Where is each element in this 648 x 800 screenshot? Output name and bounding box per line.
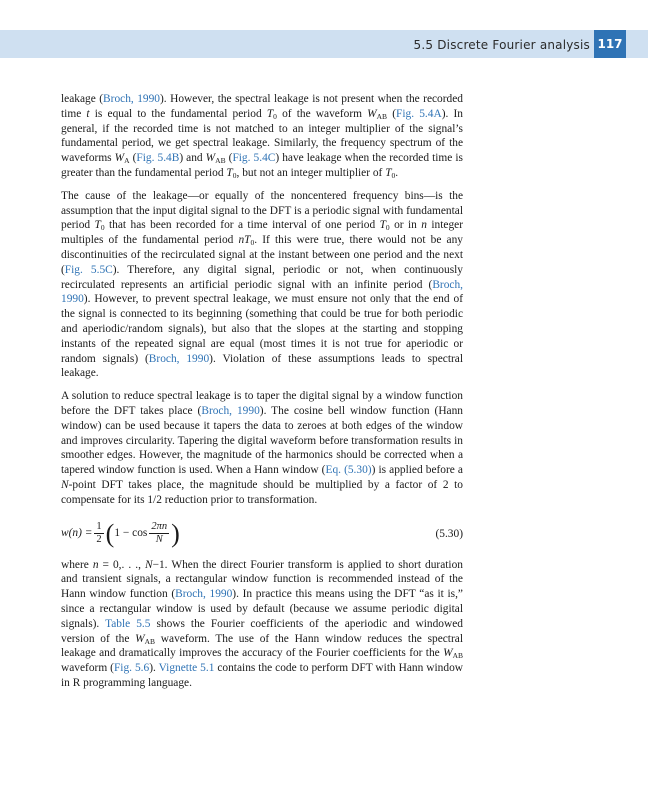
math-var: W <box>205 152 216 165</box>
text: A solution to reduce spectral leakage is to taper the digital signal by a window function before the DFT takes place ( <box>61 390 463 417</box>
text: ). Violation of these assumptions leads to spectral leakage. <box>61 352 463 380</box>
figure-link[interactable]: Fig. 5.4A <box>396 107 442 120</box>
citation-link[interactable]: Broch, 1990 <box>201 404 260 417</box>
equation-lhs: w(n) = <box>61 527 93 540</box>
body-text <box>61 92 463 699</box>
text: leakage ( <box>61 93 104 105</box>
citation-link[interactable]: Broch, 1990 <box>61 278 463 306</box>
text: ( <box>387 107 397 120</box>
paragraph-4 <box>61 558 463 691</box>
figure-link[interactable]: Fig. 5.4B <box>136 152 180 165</box>
text: , but not an integer multiplier of <box>236 166 386 179</box>
page-number: 117 <box>594 30 626 58</box>
text: waveform ( <box>61 662 114 675</box>
equation-body <box>61 516 180 552</box>
math-sub: AB <box>215 156 226 166</box>
math-sub: AB <box>452 651 463 661</box>
table-link[interactable]: Table 5.5 <box>105 617 151 630</box>
vignette-link[interactable]: Vignette 5.1 <box>158 662 215 675</box>
math-var: W <box>114 152 125 165</box>
text: ) and <box>179 152 206 165</box>
fraction-denominator: 2 <box>96 534 102 546</box>
citation-link[interactable]: Broch, 1990 <box>103 93 160 105</box>
math-sub: 0 <box>385 223 390 233</box>
paragraph-3 <box>61 389 463 507</box>
math-sub: 0 <box>232 170 237 180</box>
text: waveform. The use of the Hann window reduces the spectral leakage and dramatically improves the accuracy of the Fourier coefficients for the <box>61 632 463 660</box>
text: ). In general, if the recorded time is not matched to an integer multiplier of the signal’s fundamental period, we get spectral leakage. Similarly, the frequency spectrum of the waveforms <box>61 107 463 165</box>
math-sub: A <box>124 156 130 166</box>
text: is equal to the fundamental period <box>89 107 267 120</box>
text: shows the Fourier coefficients of the aperiodic and windowed version of the <box>61 617 463 645</box>
text: The cause of the leakage—or equally of the noncentered frequency bins—is the assumption that the input digital signal to the DFT is a periodic signal with fundamental period <box>61 189 463 232</box>
math-var: N <box>144 558 153 571</box>
math-sub: 0 <box>273 111 277 121</box>
text: ). <box>149 662 159 675</box>
text: -point DFT takes place, the magnitude should be multiplied by a factor of 2 to compensate for its 1/2 reduction prior to transformation. <box>61 478 463 506</box>
math-sub: AB <box>144 636 156 646</box>
fraction-half <box>94 521 103 546</box>
open-paren: ( <box>105 518 115 548</box>
text: ( <box>225 152 233 165</box>
text: ) have leakage when the recorded time is greater than the fundamental period <box>61 152 463 179</box>
text: = 0,. . ., <box>98 558 145 571</box>
text: ). Therefore, any digital signal, periodic or not, when continuously recirculated represents an artificial periodic signal with an infinite period ( <box>61 263 463 291</box>
citation-link[interactable]: Broch, 1990 <box>148 352 210 365</box>
figure-link[interactable]: Fig. 5.5C <box>64 263 113 276</box>
text: where <box>61 558 93 571</box>
text: −1. When the direct Fourier transform is applied to short duration and transient signals, a rectangular window function is recommended instead of the Hann window function ( <box>61 558 463 601</box>
text: . <box>395 166 399 179</box>
fraction-angle <box>149 521 169 546</box>
text: . If this were true, there would not be any discontinuities of the recirculated signal at the instant between one period and the next ( <box>61 234 463 276</box>
equation-link[interactable]: Eq. (5.30) <box>325 464 372 477</box>
math-var: W <box>135 632 145 645</box>
equation-5-30 <box>61 516 463 552</box>
text: ). The cosine bell window function (Hann window) can be used because it tapers the data to zeroes at both edges of the window and improves circularity. Tapering the digital waveform before transformation results in smoother edges. However, the magnitude of the harmonics should be corrected when a tapered window function is used. When a Hann window ( <box>61 404 463 477</box>
math-var: nT <box>238 234 251 247</box>
math-sub: AB <box>376 111 388 121</box>
math-var: T <box>379 219 386 232</box>
math-var: T <box>385 166 392 179</box>
fraction-numerator: 2πn <box>151 521 168 533</box>
figure-link[interactable]: Fig. 5.4C <box>232 152 276 165</box>
figure-link[interactable]: Fig. 5.6 <box>113 662 150 675</box>
math-var: n <box>421 219 427 232</box>
close-paren: ) <box>171 518 180 548</box>
text: ( <box>129 152 137 165</box>
math-var: t <box>86 107 90 120</box>
text: of the waveform <box>276 107 368 120</box>
fraction-numerator: 1 <box>96 521 102 533</box>
text: ) is applied before a <box>371 464 463 477</box>
math-var: W <box>367 107 377 120</box>
one-minus-cos: 1 − cos <box>114 527 148 540</box>
math-sub: 0 <box>100 223 105 233</box>
text: ). However, to prevent spectral leakage, we must ensure not only that the end of the signal is connected to its beginning (something that could be true for both periodic and aperiodic/random signals), but also that the slopes at the starting and stopping instants of the repeated signal are equal (most times it is not true for aperiodic or random signals) ( <box>61 293 463 365</box>
math-var: T <box>94 219 101 232</box>
math-var: T <box>226 166 233 179</box>
math-var: W <box>443 647 453 660</box>
text: ). However, the spectral leakage is not present when the recorded time <box>61 93 463 120</box>
text: that has been recorded for a time interval of one period <box>104 219 380 232</box>
math-sub: 0 <box>391 170 396 180</box>
math-var: N <box>61 478 69 491</box>
math-var: T <box>266 107 274 120</box>
math-var: n <box>92 558 99 571</box>
equation-number: (5.30) <box>435 527 463 540</box>
text: contains the code to perform DFT with Hann window in R programming language. <box>61 662 463 689</box>
text: ). In practice this means using the DFT “as it is,” since a rectangular window is used by default (because we assume periodic digital signals). <box>61 588 463 630</box>
fraction-denominator: N <box>155 534 163 546</box>
text: or in <box>389 219 422 232</box>
citation-link[interactable]: Broch, 1990 <box>175 588 233 601</box>
paragraph-1 <box>61 92 463 181</box>
math-sub: 0 <box>250 238 255 248</box>
running-head: 5.5 Discrete Fourier analysis <box>413 38 590 52</box>
paragraph-2 <box>61 189 463 381</box>
text: integer multiples of the fundamental period <box>61 219 463 247</box>
